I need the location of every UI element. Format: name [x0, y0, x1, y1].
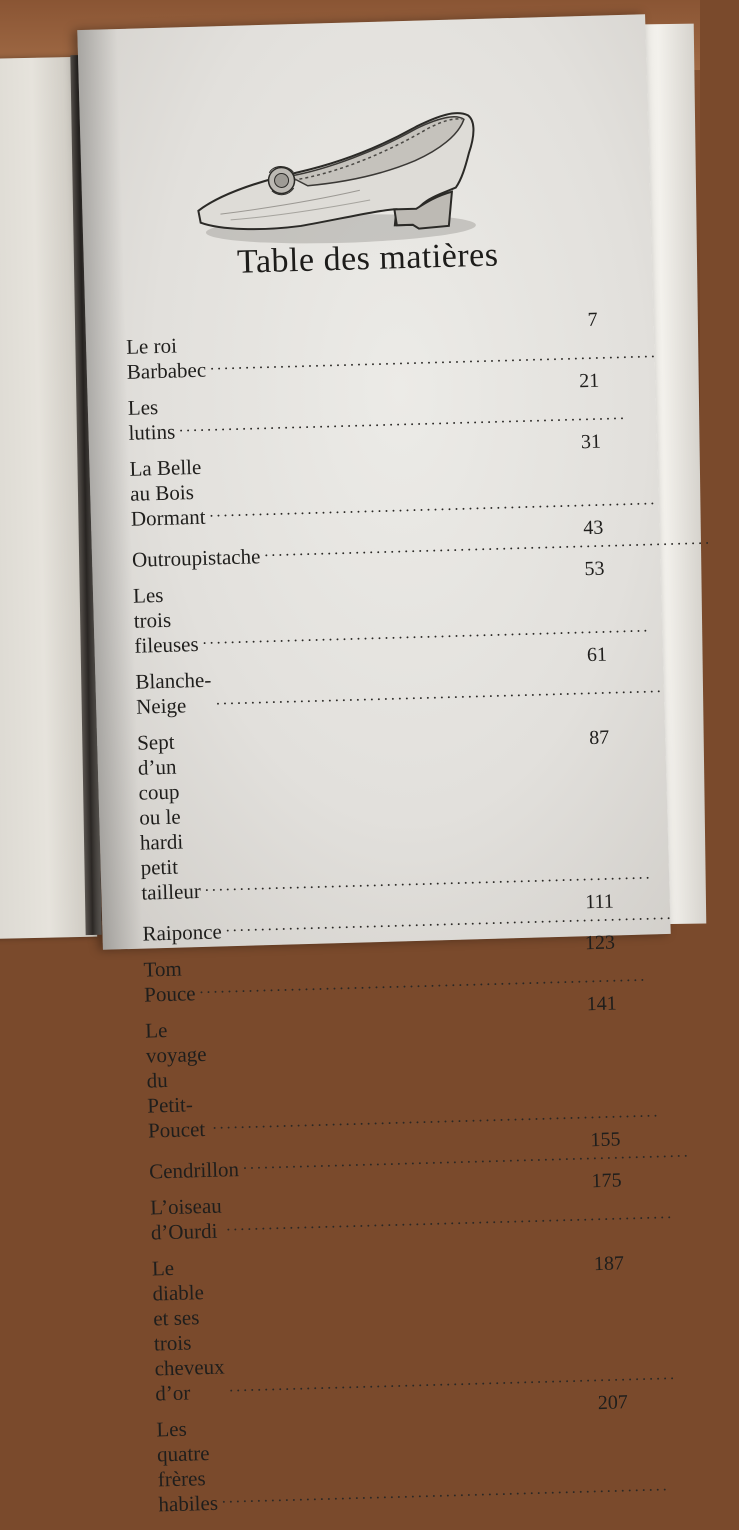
leader-dots	[221, 1473, 670, 1510]
toc-entry-title: Sept d’un coup ou le hardi petit tailleur	[136, 729, 202, 905]
toc-entry-page: 61	[586, 643, 608, 667]
leader-dots	[264, 527, 713, 564]
book-page	[77, 14, 670, 1517]
shoe-illustration	[187, 75, 492, 253]
toc-entry-page: 43	[583, 516, 604, 540]
toc-entry-title: Le voyage du Petit-Poucet	[144, 1017, 207, 1143]
toc-entry-page: 87	[588, 726, 610, 750]
toc-entry-title: Outroupistache	[131, 544, 261, 572]
toc-entry-title: Le roi Barbabec	[125, 333, 207, 384]
toc-entry-page: 111	[584, 890, 615, 914]
leader-dots	[215, 675, 664, 712]
toc-entry-page: 7	[587, 308, 598, 331]
toc-entry-title: Les trois fileuses	[132, 582, 199, 658]
toc-entry-title: L’oiseau d’Ourdi	[149, 1193, 223, 1245]
toc-entry-page: 21	[578, 369, 600, 393]
toc-entry-title: La Belle au Bois Dormant	[129, 454, 206, 531]
toc-entry-title: Blanche-Neige	[135, 667, 212, 719]
toc-entry-page: 123	[584, 931, 616, 955]
toc-entry	[135, 643, 608, 720]
toc-entry-page: 141	[586, 992, 617, 1016]
toc-entry-title: Les quatre frères habiles	[156, 1416, 219, 1517]
leader-dots	[242, 1139, 691, 1176]
toc-entry-title: Cendrillon	[148, 1157, 240, 1184]
toc-entry-title: Tom Pouce	[143, 956, 196, 1007]
leader-dots	[226, 1201, 675, 1238]
table-of-contents	[125, 308, 629, 1528]
toc-entry-page: 175	[591, 1169, 622, 1193]
toc-entry	[156, 1391, 629, 1518]
toc-entry-title: Raiponce	[142, 919, 223, 946]
toc-entry-page: 31	[580, 430, 602, 454]
toc-entry-title: Le diable et ses trois cheveux d’or	[151, 1255, 225, 1406]
toc-entry-page: 187	[593, 1252, 625, 1276]
toc-entry-title: Les lutins	[127, 395, 176, 445]
toc-entry-page: 155	[590, 1128, 621, 1152]
toc-entry-page: 53	[584, 557, 605, 581]
toc-title: Table des matières	[236, 236, 499, 281]
toc-entry-page: 207	[597, 1391, 629, 1415]
